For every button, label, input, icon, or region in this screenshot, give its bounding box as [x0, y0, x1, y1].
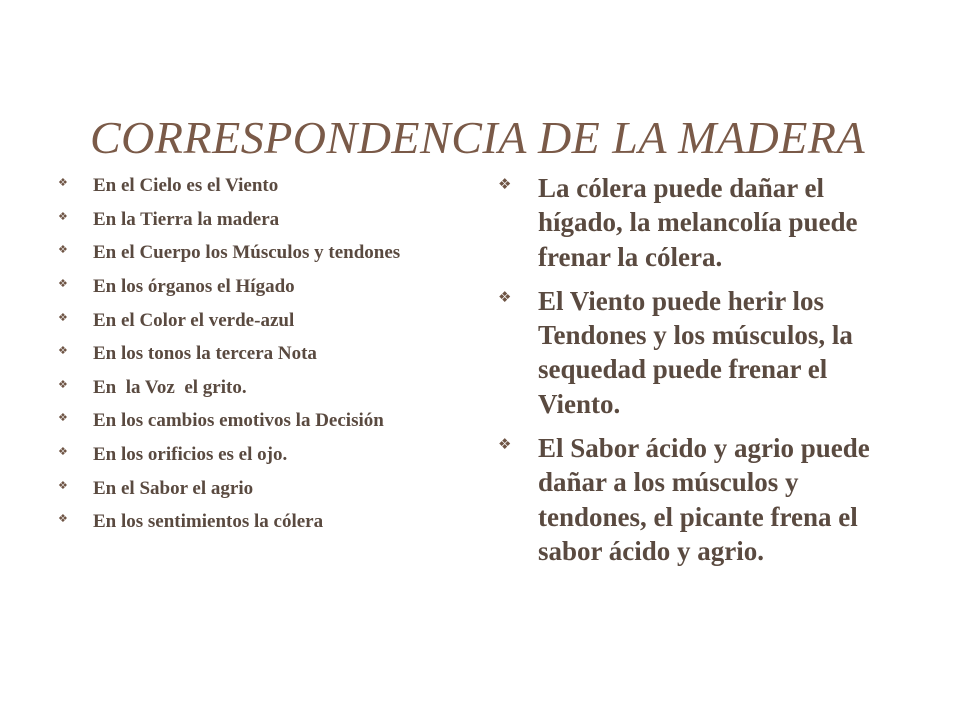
diamond-bullet-icon: ❖ [58, 209, 68, 223]
slide-title: CORRESPONDENCIA DE LA MADERA [90, 111, 866, 163]
diamond-bullet-icon: ❖ [58, 344, 68, 358]
list-item-text: En el Sabor el agrio [93, 477, 254, 499]
diamond-bullet-icon: ❖ [58, 377, 68, 391]
list-item [58, 442, 428, 468]
diamond-bullet-icon: ❖ [498, 175, 512, 193]
list-item-text: La cólera puede dañar el hígado, la melancolía puede frenar la cólera. [538, 173, 858, 272]
diamond-bullet-icon: ❖ [58, 243, 68, 257]
diamond-bullet-icon: ❖ [58, 445, 68, 459]
diamond-bullet-icon: ❖ [58, 310, 68, 324]
diamond-bullet-icon: ❖ [58, 411, 68, 425]
diamond-bullet-icon: ❖ [58, 478, 68, 492]
list-item [498, 284, 898, 421]
list-item [58, 173, 428, 199]
list-item [58, 408, 428, 434]
diamond-bullet-icon: ❖ [498, 434, 512, 453]
list-item [58, 341, 428, 367]
list-item-text: En la Tierra la madera [93, 208, 280, 230]
list-item [58, 274, 428, 300]
list-item-text: En los tonos la tercera Nota [93, 343, 317, 365]
list-item [58, 207, 428, 233]
diamond-bullet-icon: ❖ [58, 276, 68, 290]
list-item [58, 476, 428, 502]
right-bullet-list [498, 171, 898, 578]
list-item-text: El Sabor ácido y agrio puede dañar a los músculos y tendones, el picante frena el sabor ácido y agrio. [538, 432, 870, 566]
diamond-bullet-icon: ❖ [58, 176, 68, 189]
list-item [498, 171, 898, 274]
list-item-text: El Viento puede herir los Tendones y los músculos, la sequedad puede frenar el Viento. [538, 285, 853, 419]
list-item-text: En el Color el verde-azul [93, 309, 295, 331]
list-item-text: En los orificios es el ojo. [93, 444, 288, 466]
list-item-text: En los cambios emotivos la Decisión [93, 410, 384, 432]
list-item-text: En el Cielo es el Viento [93, 175, 279, 196]
list-item-text: En los órganos el Hígado [93, 275, 295, 297]
list-item [58, 509, 428, 535]
list-item-text: En el Cuerpo los Músculos y tendones [93, 242, 401, 264]
list-item [58, 240, 428, 266]
list-item-text: En la Voz el grito. [93, 376, 247, 398]
diamond-bullet-icon: ❖ [58, 512, 68, 526]
left-bullet-list [58, 173, 428, 543]
list-item [58, 308, 428, 334]
diamond-bullet-icon: ❖ [498, 287, 512, 306]
list-item [58, 375, 428, 401]
list-item [498, 431, 898, 568]
list-item-text: En los sentimientos la cólera [93, 511, 324, 533]
